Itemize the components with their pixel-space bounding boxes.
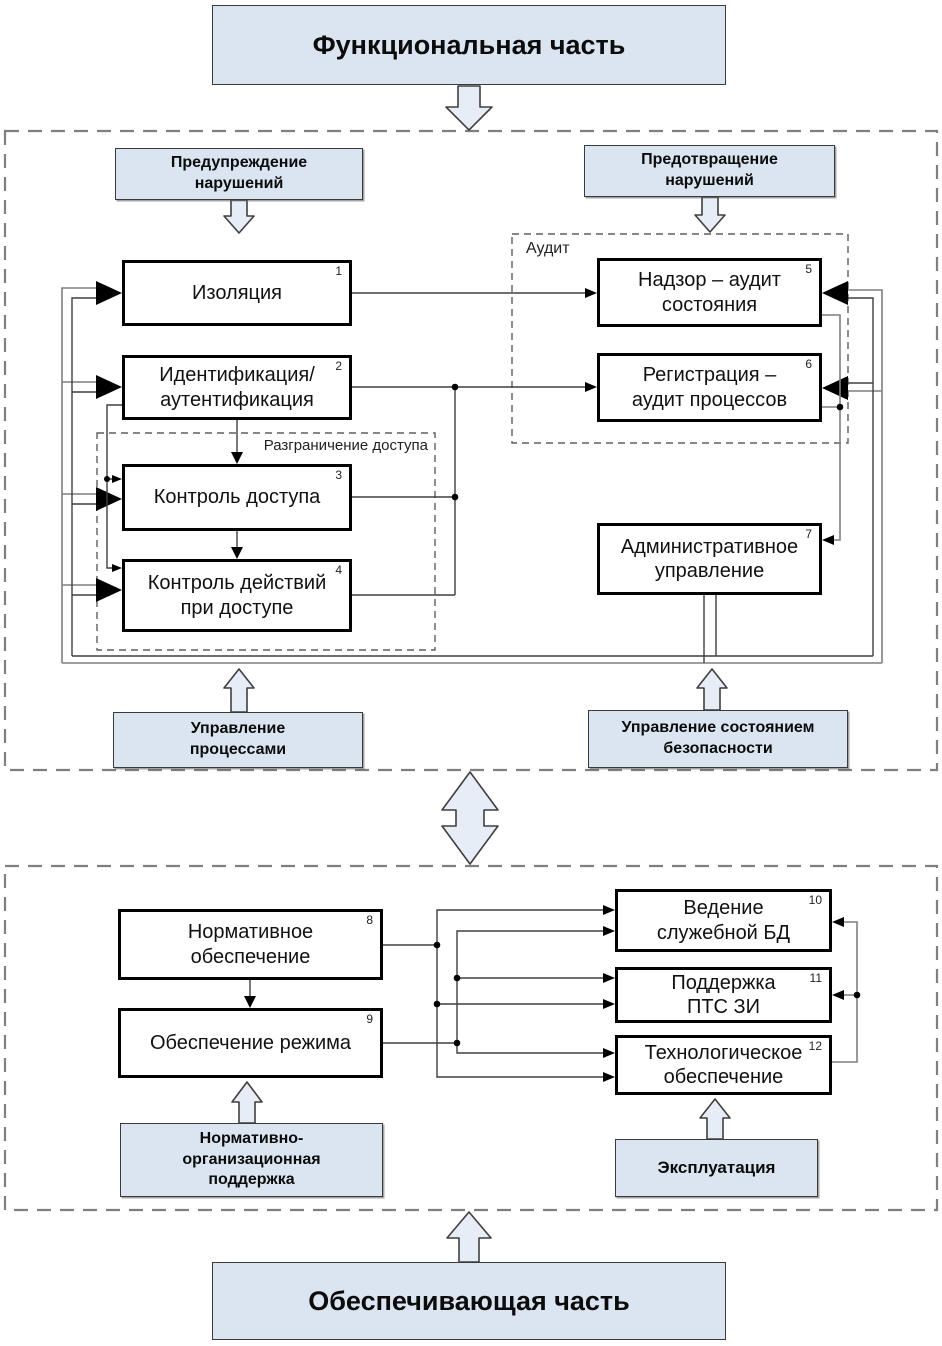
- label-violation-prevention-text: Предотвращение нарушений: [641, 151, 778, 189]
- block-10-label: Ведение служебной БД: [656, 897, 791, 944]
- label-security-state-management: [588, 710, 848, 768]
- block-5-number: 5: [805, 262, 812, 276]
- block-9-number: 9: [366, 1012, 373, 1026]
- audit-to-admin-lines: [822, 315, 843, 545]
- block-9-label: Обеспечение режима: [149, 1031, 352, 1054]
- block-6-label: Регистрация – аудит процессов: [631, 364, 788, 411]
- audit-group-caption: Аудит: [526, 240, 570, 257]
- arrow-warn-down: [224, 200, 254, 233]
- block-8-number: 8: [366, 913, 373, 927]
- arrow-sec-state-up: [697, 669, 727, 710]
- block-8-label: Нормативное обеспечение: [187, 921, 314, 968]
- identification-feed-lines: [104, 405, 122, 572]
- block-6-number: 6: [805, 357, 812, 371]
- block-2-identification-authentication: [122, 355, 352, 420]
- block-9-regime-support: [118, 1008, 383, 1078]
- supporting-mid-bus: [383, 905, 615, 1082]
- big-input-arrows-right: [822, 281, 848, 400]
- big-input-arrows-left: [96, 281, 122, 602]
- block-5-label: Надзор – аудит состояния: [638, 269, 781, 316]
- title-supporting-text: Обеспечивающая часть: [308, 1285, 630, 1316]
- supporting-right-feedback: [832, 917, 860, 1062]
- block-1-label: Изоляция: [192, 281, 282, 304]
- arrow-prevent-down: [695, 197, 725, 232]
- title-functional-text: Функциональная часть: [312, 29, 626, 60]
- label-exploitation: [615, 1139, 818, 1197]
- block-8-normative-support: [118, 909, 383, 980]
- block-11-label: Поддержка ПТС ЗИ: [671, 971, 776, 1018]
- block-2-number: 2: [335, 359, 342, 373]
- block-5-supervision-state-audit: [597, 258, 822, 327]
- label-process-management-text: Управление процессами: [189, 720, 287, 758]
- label-violation-warning-text: Предупреждение нарушений: [170, 154, 308, 192]
- arrow-title-to-functional: [446, 86, 492, 130]
- label-violation-prevention: [584, 145, 835, 197]
- left-bus-lines: [62, 288, 100, 663]
- label-normative-org-support-text: Нормативно- организационная поддержка: [182, 1129, 321, 1189]
- arrow-supporting-to-title: [447, 1212, 491, 1262]
- arrow-exploitation-up: [700, 1099, 730, 1139]
- block-4-access-actions-control: [122, 559, 352, 632]
- block-11-number: 11: [809, 971, 822, 985]
- block-10-number: 10: [808, 893, 822, 907]
- block-7-label: Административное управление: [620, 535, 799, 582]
- block-1-number: 1: [335, 264, 342, 278]
- arrow-sections-updown: [442, 772, 498, 864]
- arrow-proc-mgmt-up: [224, 669, 254, 712]
- title-supporting-part: [212, 1262, 726, 1340]
- label-process-management: [113, 712, 363, 768]
- block-10-service-db: [615, 889, 832, 952]
- label-normative-org-support: [120, 1123, 383, 1197]
- block-12-technological-support: [615, 1035, 832, 1095]
- block-11-pts-zi-support: [615, 967, 832, 1023]
- block-4-label: Контроль действий при доступе: [147, 572, 327, 619]
- block-12-label: Технологическое обеспечение: [644, 1041, 803, 1088]
- label-violation-warning: [115, 148, 363, 200]
- block-6-registration-process-audit: [597, 353, 822, 422]
- block-12-number: 12: [808, 1039, 822, 1053]
- arrow-norm-org-up: [232, 1082, 262, 1123]
- block-7-number: 7: [805, 527, 812, 541]
- block-4-number: 4: [335, 563, 342, 577]
- block-3-access-control: [122, 464, 352, 531]
- right-bus-lines: [846, 290, 882, 663]
- access-group-caption: Разграничение доступа: [263, 437, 428, 454]
- functional-section-frame: [5, 131, 937, 770]
- block-2-label: Идентификация/ аутентификация: [159, 364, 315, 411]
- title-functional-part: [212, 5, 726, 85]
- block-3-number: 3: [335, 468, 342, 482]
- block-3-label: Контроль доступа: [153, 486, 321, 509]
- block-7-administrative-management: [597, 523, 822, 595]
- label-exploitation-text: Эксплуатация: [657, 1157, 776, 1177]
- block-1-isolation: [122, 260, 352, 326]
- label-security-state-management-text: Управление состоянием безопасности: [621, 719, 815, 757]
